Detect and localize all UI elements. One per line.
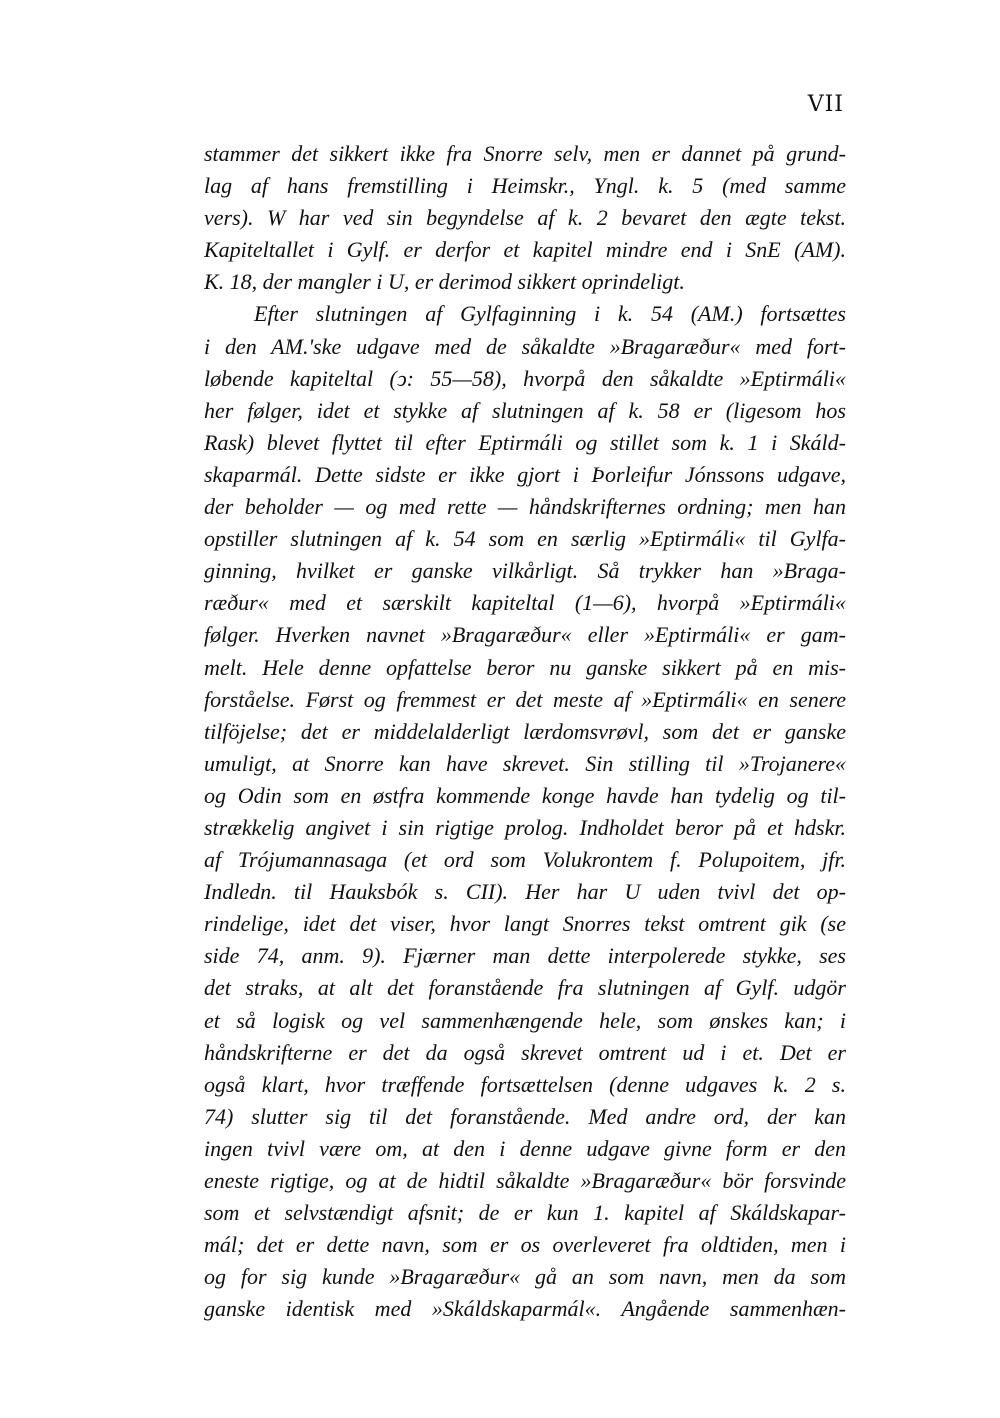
text-line: ræður« med et særskilt kapiteltal (1—6), hvorpå »Eptirmáli«: [204, 590, 846, 616]
text-line: opstiller slutningen af k. 54 som en særlig »Eptirmáli« til Gylfa-: [204, 526, 846, 552]
text-line: og for sig kunde »Bragaræður« gå an som navn, men da som: [204, 1264, 846, 1290]
text-line: i den AM.'ske udgave med de såkaldte »Bragaræður« med fort-: [204, 333, 846, 359]
page-number: VII: [807, 92, 844, 117]
text-line: skaparmál. Dette sidste er ikke gjort i Þorleifur Jónssons udgave,: [204, 461, 846, 487]
text-line: også klart, hvor træffende fortsættelsen (denne udgaves k. 2 s.: [204, 1071, 846, 1097]
text-line: umuligt, at Snorre kan have skrevet. Sin stilling til »Trojanere«: [204, 750, 846, 776]
text-line: der beholder — og med rette — håndskrifternes ordning; men han: [204, 494, 846, 520]
text-line: lag af hans fremstilling i Heimskr., Yngl. k. 5 (med samme: [204, 173, 846, 199]
text-line: forståelse. Først og fremmest er det meste af »Eptirmáli« en senere: [204, 686, 846, 712]
text-line: følger. Hverken navnet »Bragaræður« eller »Eptirmáli« er gam-: [204, 622, 846, 648]
text-line: her følger, idet et stykke af slutningen af k. 58 er (ligesom hos: [204, 397, 846, 423]
text-line: mál; det er dette navn, som er os overleveret fra oldtiden, men i: [204, 1232, 846, 1258]
text-line: Indledn. til Hauksbók s. CII). Her har U uden tvivl det op-: [204, 879, 846, 905]
text-line: og Odin som en østfra kommende konge havde han tydelig og til-: [204, 782, 846, 808]
text-line: Rask) blevet flyttet til efter Eptirmáli og stillet som k. 1 i Skáld-: [204, 429, 846, 455]
text-line: melt. Hele denne opfattelse beror nu ganske sikkert på en mis-: [204, 654, 846, 680]
text-line: vers). W har ved sin begyndelse af k. 2 bevaret den ægte tekst.: [204, 205, 846, 231]
text-line: af Trójumannasaga (et ord som Volukrontem f. Polupoitem, jfr.: [204, 847, 846, 873]
text-line: strækkelig angivet i sin rigtige prolog. Indholdet beror på et hdskr.: [204, 814, 846, 840]
text-line: ingen tvivl være om, at den i denne udgave givne form er den: [204, 1135, 846, 1161]
text-line: Efter slutningen af Gylfaginning i k. 54 (AM.) fortsættes: [254, 301, 846, 327]
text-line: rindelige, idet det viser, hvor langt Snorres tekst omtrent gik (se: [204, 911, 846, 937]
text-line: et så logisk og vel sammenhængende hele, som ønskes kan; i: [204, 1007, 846, 1033]
text-line: håndskrifterne er det da også skrevet omtrent ud i et. Det er: [204, 1039, 846, 1065]
text-line: K. 18, der mangler i U, er derimod sikkert oprindeligt.: [204, 269, 685, 295]
text-line: det straks, at alt det foranstående fra slutningen af Gylf. udgör: [204, 975, 846, 1001]
text-line: løbende kapiteltal (ↄ: 55—58), hvorpå den såkaldte »Eptirmáli«: [204, 365, 846, 391]
text-line: side 74, anm. 9). Fjærner man dette interpolerede stykke, ses: [204, 943, 846, 969]
text-line: som et selvstændigt afsnit; de er kun 1. kapitel af Skáldskapar-: [204, 1200, 846, 1226]
text-line: tilföjelse; det er middelalderligt lærdomsvrøvl, som det er ganske: [204, 718, 846, 744]
text-line: ginning, hvilket er ganske vilkårligt. Så trykker han »Braga-: [204, 558, 846, 584]
body-text: [204, 138, 846, 1325]
text-line: ganske identisk med »Skáldskaparmál«. Angående sammenhæn-: [204, 1296, 846, 1322]
text-line: stammer det sikkert ikke fra Snorre selv, men er dannet på grund-: [204, 141, 846, 166]
text-line: 74) slutter sig til det foranstående. Med andre ord, der kan: [204, 1103, 846, 1129]
text-line: eneste rigtige, og at de hidtil såkaldte »Bragaræður« bör forsvinde: [204, 1168, 846, 1193]
text-line: Kapiteltallet i Gylf. er derfor et kapitel mindre end i SnE (AM).: [204, 237, 846, 263]
